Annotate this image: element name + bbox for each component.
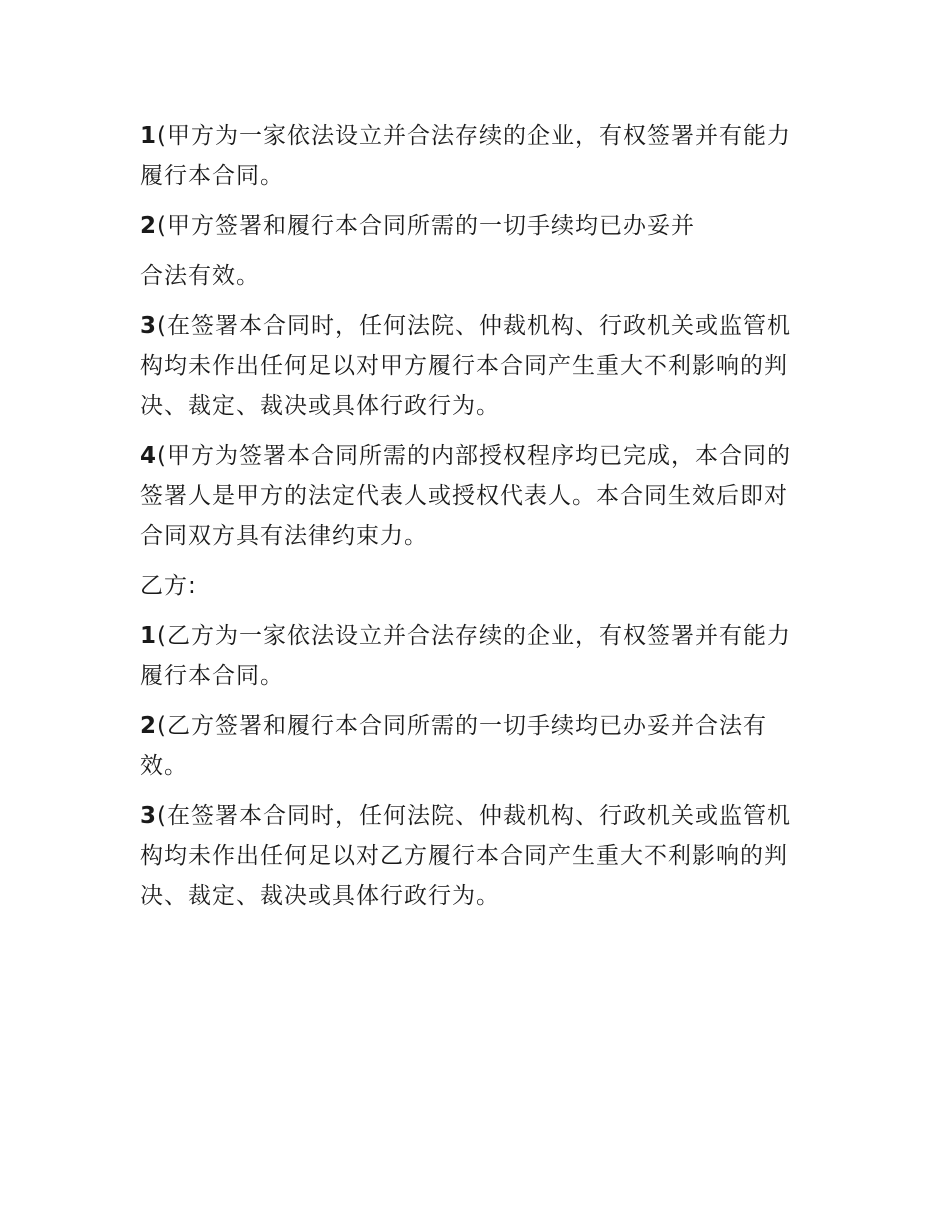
clause-text: (乙方签署和履行本合同所需的一切手续均已办妥并合法有效。: [140, 713, 767, 779]
paragraph-party-a-1: [140, 116, 800, 196]
paragraph-party-a-4: [140, 436, 800, 556]
clause-number: 2: [140, 213, 158, 239]
clause-text: 乙方:: [140, 573, 197, 599]
clause-text: (在签署本合同时，任何法院、仲裁机构、行政机关或监管机构均未作出任何足以对乙方履行本合同产生重大不利影响的判决、裁定、裁决或具体行政行为。: [140, 803, 791, 909]
document-page: [140, 116, 800, 926]
clause-text: (在签署本合同时，任何法院、仲裁机构、行政机关或监管机构均未作出任何足以对甲方履行本合同产生重大不利影响的判决、裁定、裁决或具体行政行为。: [140, 313, 791, 419]
paragraph-party-b-3: [140, 796, 800, 916]
clause-text: (甲方签署和履行本合同所需的一切手续均已办妥并: [157, 213, 695, 239]
clause-text: (乙方为一家依法设立并合法存续的企业，有权签署并有能力履行本合同。: [140, 623, 791, 689]
clause-number: 4: [140, 443, 158, 469]
paragraph-party-a-3: [140, 306, 800, 426]
clause-text: 合法有效。: [140, 263, 260, 289]
party-b-heading: [140, 566, 800, 606]
clause-text: (甲方为一家依法设立并合法存续的企业，有权签署并有能力履行本合同。: [140, 123, 791, 189]
paragraph-party-b-1: [140, 616, 800, 696]
paragraph-party-a-2-continued: [140, 256, 800, 296]
paragraph-party-a-2: [140, 206, 800, 246]
clause-number: 1: [140, 123, 158, 149]
clause-text: (甲方为签署本合同所需的内部授权程序均已完成，本合同的签署人是甲方的法定代表人或授权代表人。本合同生效后即对合同双方具有法律约束力。: [140, 443, 791, 549]
clause-number: 2: [140, 713, 158, 739]
clause-number: 1: [140, 623, 158, 649]
paragraph-party-b-2: [140, 706, 800, 786]
clause-number: 3: [140, 313, 158, 339]
clause-number: 3: [140, 803, 158, 829]
